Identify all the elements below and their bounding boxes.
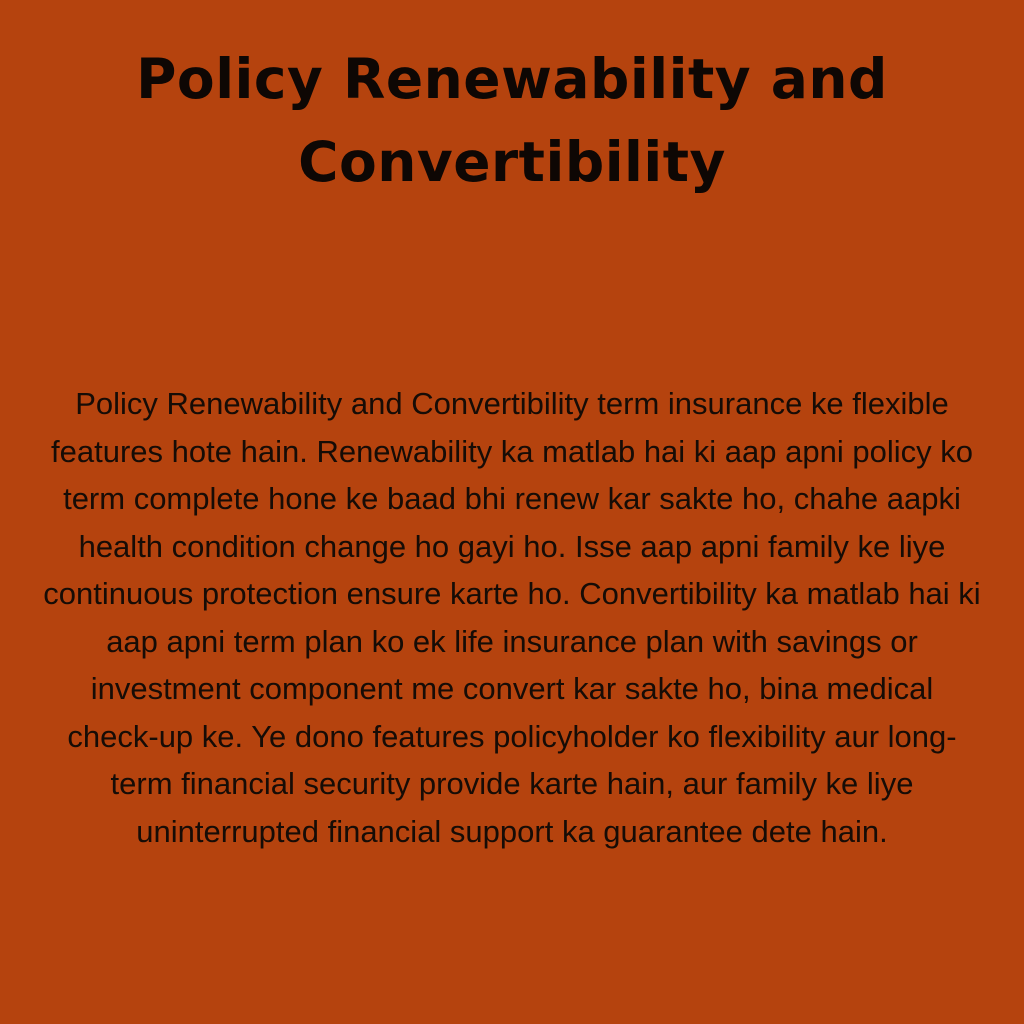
page-title [0, 38, 1024, 204]
page-title-line-1: Policy Renewability and [136, 47, 888, 111]
page-title-line-2: Convertibility [298, 130, 726, 194]
body-paragraph: Policy Renewability and Convertibility term insurance ke flexible features hote hain. Renewability ka matlab hai ki aap apni policy ko term complete hone ke baad bhi renew kar sakte ho, chahe aapki health condition change ho gayi ho. Isse aap apni family ke liye continuous protection ensure karte ho. Convertibility ka matlab hai ki aap apni term plan ko ek life insurance plan with savings or investment component me convert kar sakte ho, bina medical check-up ke. Ye dono features policyholder ko flexibility aur long-term financial security provide karte hain, aur family ke liye uninterrupted financial support ka guarantee dete hain. [43, 386, 981, 849]
